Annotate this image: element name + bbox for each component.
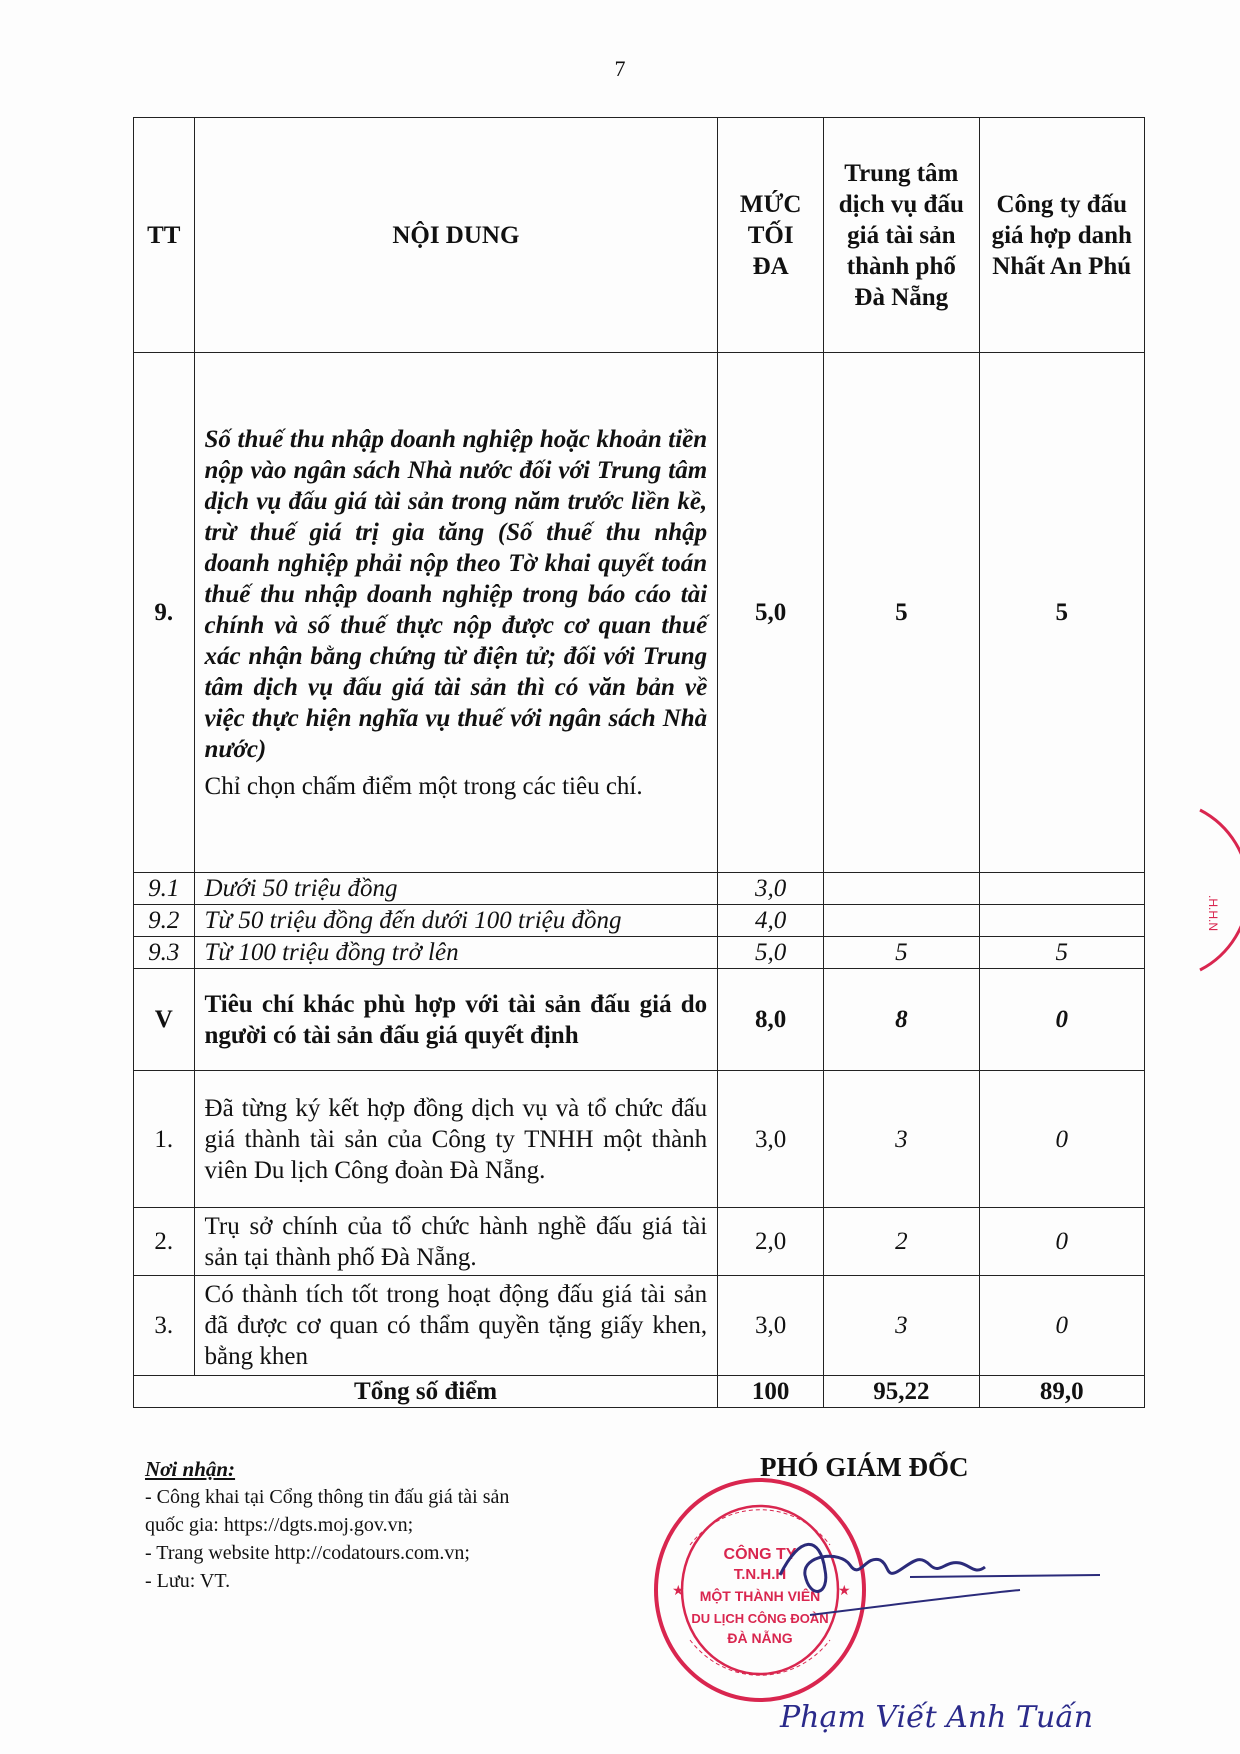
row-max: 3,0 bbox=[718, 873, 824, 905]
table-row bbox=[134, 937, 1145, 969]
page-number: 7 bbox=[614, 56, 626, 81]
row-max: 2,0 bbox=[718, 1208, 824, 1276]
row-org1: 8 bbox=[824, 969, 979, 1071]
row-org1 bbox=[824, 905, 979, 937]
table-row bbox=[134, 1208, 1145, 1276]
row-tt: 9. bbox=[134, 353, 195, 873]
svg-text:DU LỊCH CÔNG ĐOÀN: DU LỊCH CÔNG ĐOÀN bbox=[691, 1611, 829, 1626]
row-org2: 0 bbox=[979, 1071, 1145, 1208]
row-org1: 5 bbox=[824, 937, 979, 969]
svg-text:MỘT THÀNH VIÊN: MỘT THÀNH VIÊN bbox=[699, 1588, 821, 1604]
svg-text:.H.H.N: .H.H.N bbox=[1206, 895, 1220, 931]
row-org2 bbox=[979, 873, 1145, 905]
svg-text:T.N.H.H: T.N.H.H bbox=[733, 1566, 787, 1583]
row-tt: V bbox=[134, 969, 195, 1071]
table-row bbox=[134, 1071, 1145, 1208]
signer-title: PHÓ GIÁM ĐỐC bbox=[760, 1452, 969, 1482]
row-max: 5,0 bbox=[718, 937, 824, 969]
row-org1: 5 bbox=[824, 353, 979, 873]
row-tt: 3. bbox=[134, 1276, 195, 1376]
row-tt: 9.2 bbox=[134, 905, 195, 937]
row-org1: 3 bbox=[824, 1276, 979, 1376]
recipients-title: Nơi nhận: bbox=[145, 1457, 236, 1481]
svg-text:CÔNG TY: CÔNG TY bbox=[723, 1546, 797, 1563]
header-max-score: MỨC TỐI ĐA bbox=[718, 118, 824, 353]
row-max: 5,0 bbox=[718, 353, 824, 873]
table-row bbox=[134, 353, 1145, 873]
total-max: 100 bbox=[718, 1376, 824, 1408]
total-label: Tổng số điểm bbox=[134, 1376, 718, 1408]
criterion-text: Số thuế thu nhập doanh nghiệp hoặc khoản tiền nộp vào ngân sách Nhà nước đối với Trung tâm dịch vụ đấu giá tài sản trong năm trước liền kề, trừ thuế giá trị gia tăng (Số thuế thu nhập doanh nghiệp phải nộp theo Tờ khai quyết toán thuế thu nhập doanh nghiệp trong báo cáo tài chính và số thuế thực nộp được cơ quan thuế xác nhận bằng chứng từ điện tử; đối với Trung tâm dịch vụ đấu giá tài sản thì có văn bản về việc thực hiện nghĩa vụ thuế với ngân sách Nhà nước) bbox=[204, 425, 708, 763]
table-row bbox=[134, 905, 1145, 937]
row-org2: 0 bbox=[979, 1208, 1145, 1276]
header-org1: Trung tâm dịch vụ đấu giá tài sản thành phố Đà Nẵng bbox=[824, 118, 979, 353]
row-org2: 0 bbox=[979, 969, 1145, 1071]
recipients-block bbox=[145, 1455, 545, 1595]
recipient-item: - Lưu: VT. bbox=[145, 1570, 231, 1592]
row-org2 bbox=[979, 905, 1145, 937]
svg-text:★: ★ bbox=[838, 1582, 851, 1598]
row-tt: 1. bbox=[134, 1071, 195, 1208]
total-org1: 95,22 bbox=[824, 1376, 979, 1408]
row-max: 8,0 bbox=[718, 969, 824, 1071]
row-tt: 2. bbox=[134, 1208, 195, 1276]
table-row bbox=[134, 969, 1145, 1071]
svg-text:ĐÀ NẴNG: ĐÀ NẴNG bbox=[727, 1630, 793, 1646]
table-row bbox=[134, 1276, 1145, 1376]
table-header-row bbox=[134, 118, 1145, 353]
row-content: Có thành tích tốt trong hoạt động đấu giá tài sản đã được cơ quan có thẩm quyền tặng giấy khen, bằng khen bbox=[194, 1276, 718, 1376]
criterion-note: Chỉ chọn chấm điểm một trong các tiêu chí. bbox=[204, 772, 643, 800]
row-max: 4,0 bbox=[718, 905, 824, 937]
row-max: 3,0 bbox=[718, 1276, 824, 1376]
row-max: 3,0 bbox=[718, 1071, 824, 1208]
row-org2: 5 bbox=[979, 353, 1145, 873]
header-org2: Công ty đấu giá hợp danh Nhất An Phú bbox=[979, 118, 1145, 353]
row-content: Dưới 50 triệu đồng bbox=[194, 873, 718, 905]
header-tt: TT bbox=[134, 118, 195, 353]
signer-name: Phạm Viết Anh Tuấn bbox=[780, 1700, 1094, 1735]
table-total-row bbox=[134, 1376, 1145, 1408]
score-table bbox=[133, 117, 1145, 1408]
row-content: Tiêu chí khác phù hợp với tài sản đấu giá do người có tài sản đấu giá quyết định bbox=[194, 969, 718, 1071]
row-content: Từ 50 triệu đồng đến dưới 100 triệu đồng bbox=[194, 905, 718, 937]
row-org2: 5 bbox=[979, 937, 1145, 969]
row-tt: 9.3 bbox=[134, 937, 195, 969]
row-tt: 9.1 bbox=[134, 873, 195, 905]
table-row bbox=[134, 873, 1145, 905]
row-org2: 0 bbox=[979, 1276, 1145, 1376]
row-org1: 3 bbox=[824, 1071, 979, 1208]
row-content: Đã từng ký kết hợp đồng dịch vụ và tổ chức đấu giá thành tài sản của Công ty TNHH một thành viên Du lịch Công đoàn Đà Nẵng. bbox=[194, 1071, 718, 1208]
row-content: Từ 100 triệu đồng trở lên bbox=[194, 937, 718, 969]
row-org1: 2 bbox=[824, 1208, 979, 1276]
recipient-item: - Trang website http://codatours.com.vn; bbox=[145, 1542, 470, 1564]
header-content: NỘI DUNG bbox=[194, 118, 718, 353]
handwritten-signature bbox=[770, 1515, 1110, 1625]
row-content: Trụ sở chính của tổ chức hành nghề đấu giá tài sản tại thành phố Đà Nẵng. bbox=[194, 1208, 718, 1276]
svg-text:★: ★ bbox=[672, 1582, 685, 1598]
row-org1 bbox=[824, 873, 979, 905]
total-org2: 89,0 bbox=[979, 1376, 1145, 1408]
row-content bbox=[194, 353, 718, 873]
recipient-item: - Công khai tại Cổng thông tin đấu giá tài sản quốc gia: https://dgts.moj.gov.vn; bbox=[145, 1486, 510, 1536]
partial-stamp-edge bbox=[1195, 800, 1240, 980]
